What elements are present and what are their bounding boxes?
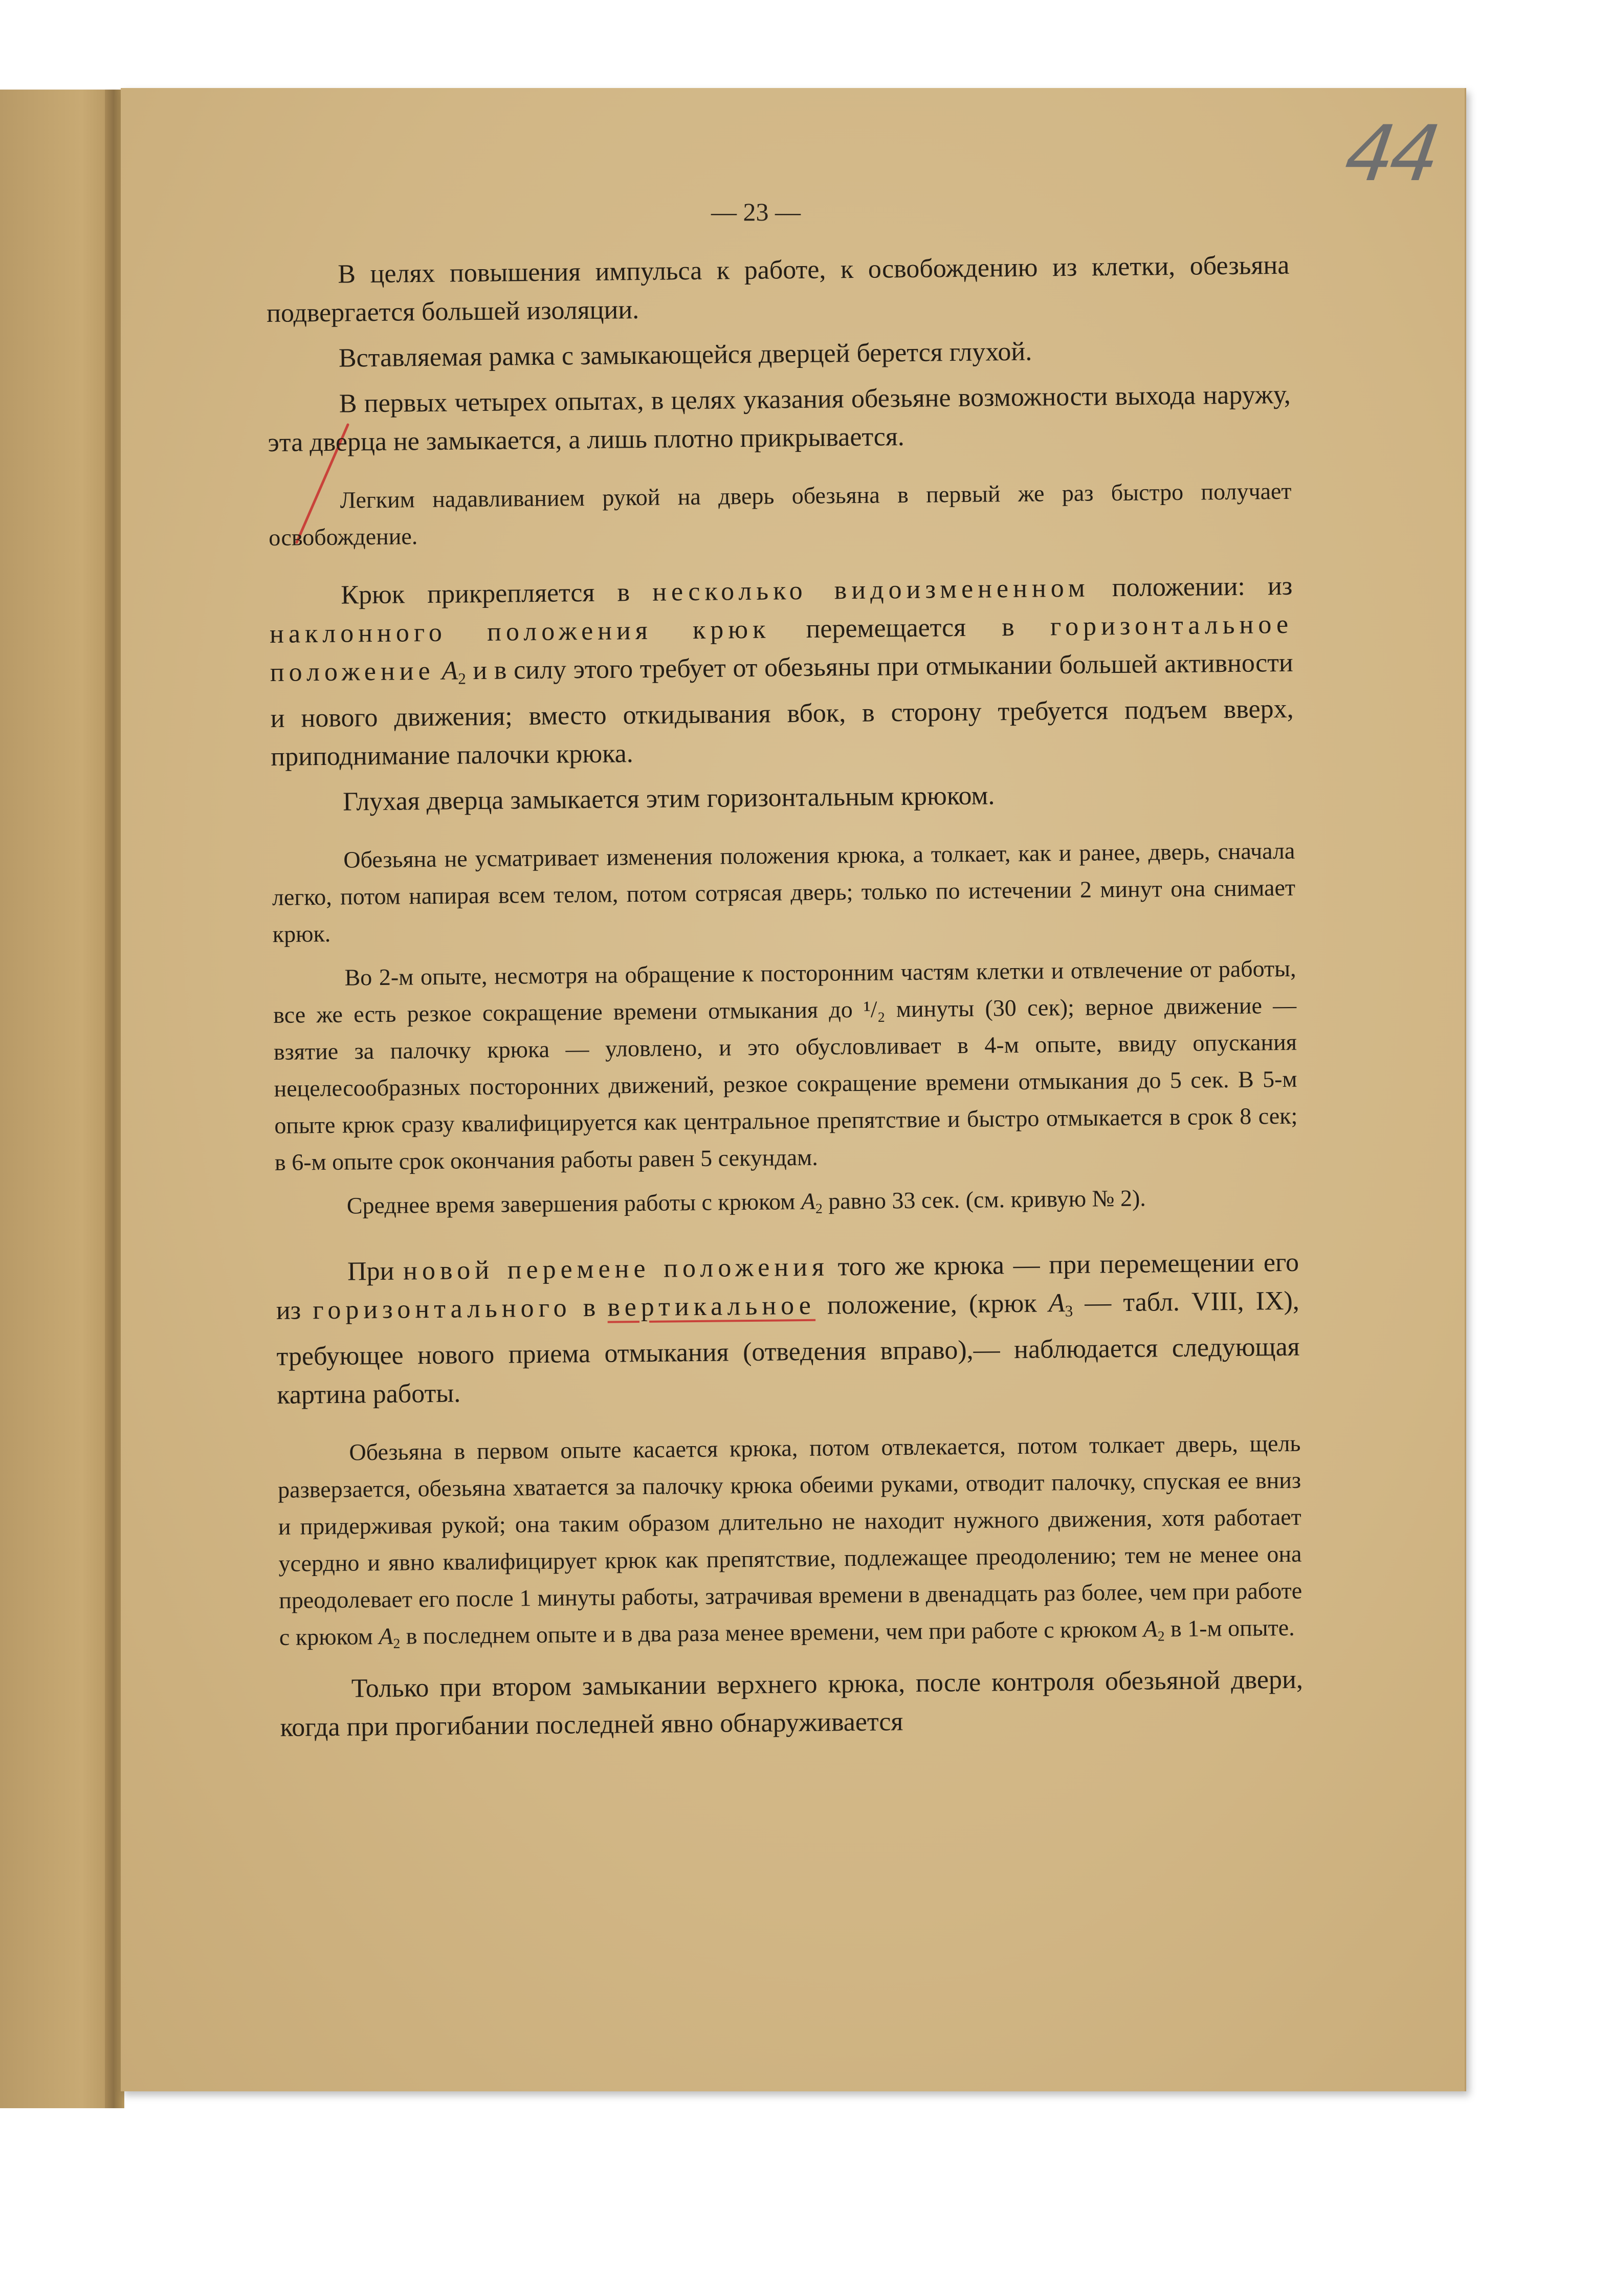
p9-symbol: A <box>801 1188 816 1215</box>
p5-spaced-1: несколько видоизмененном <box>652 573 1090 607</box>
p10-symbol: A <box>1048 1288 1065 1318</box>
paragraph-3: В первых четырех опытах, в целях указания обезьяне возможности выхода наружу, эта дверца не замыкается, а лишь плотно прикрывается. <box>268 380 1291 457</box>
handwritten-folio-number: 44 <box>1339 110 1442 199</box>
paragraph-10 <box>276 1243 1300 1414</box>
p9-after: равно 33 сек. (см. кривую № 2). <box>828 1185 1146 1214</box>
p5-symbol-sub: 2 <box>458 669 467 688</box>
paragraph-8: Во 2-м опыте, несмотря на обращение к посторонним частям клетки и отвлечение от работы, все же есть резкое сокращение времени отмыкания до ¹/₂ минуты (30 сек); верное движение — взятие за палочку крюка — уловлено, и это обусловливает в 4-м опыте, ввиду опускания нецелесообразных посторонних движений, резкое сокращение времени отмыкания до 5 сек. В 5-м опыте крюк сразу квалифицируется как центральное препятствие и быстро отмыкается в срок 8 сек; в 6-м опыте срок окончания работы равен 5 секундам. <box>273 955 1298 1176</box>
paragraph-9 <box>275 1178 1298 1232</box>
paragraph-7: Обезьяна не усматривает изменения положения крюка, а толкает, как и ранее, дверь, сначала легко, потом напирая всем телом, потом сотрясая дверь; только по истечении 2 минут она снимает крюк. <box>272 838 1296 948</box>
p11-symbol-sub: 2 <box>393 1635 401 1651</box>
p5-before: Крюк прикрепляется в <box>341 578 630 610</box>
p10-spaced-3: вертикальное <box>607 1291 816 1322</box>
p11-before: Обезьяна в первом опыте касается крюка, потом отвлекается, потом толкает дверь, щель разверзается, обезьяна хватается за палочку крюка обеими руками, отводит палочку, спуская ее вниз и придерживая рукой; она таким образом длительно не находит нужного движения, хотя работает усердно и явно квалифицирует крюк как препятствие, подлежащее преодолению; тем не менее она преодолевает его после 1 минуты работы, затрачивая времени в двенадцать раз более, чем при работе с крюком <box>277 1430 1302 1650</box>
paragraph-2: Вставляемая рамка с замыкающейся дверцей берется глухой. <box>338 337 1032 373</box>
p10-tail: — табл. VIII, IX), требующее нового приема отмыкания (отведения вправо),— наблюдается следующая картина работы. <box>276 1286 1300 1410</box>
p11-symbol-2-sub: 2 <box>1157 1628 1165 1644</box>
p5-spaced-2: наклонного положения крюк <box>269 615 770 649</box>
p5-spaced-3: горизонтальное положение <box>270 609 1293 687</box>
p11-mid: в последнем опыте и в два раза менее времени, чем при работе с крюком <box>406 1615 1138 1649</box>
page-number: — 23 — <box>711 198 801 226</box>
p11-symbol-2: A <box>1143 1615 1158 1642</box>
p10-symbol-sub: 3 <box>1065 1301 1073 1320</box>
text-block <box>266 246 1304 1754</box>
left-page-edge <box>0 90 118 2108</box>
paragraph-6: Глухая дверца замыкается этим горизонтальным крюком. <box>342 781 995 817</box>
p11-after: в 1-м опыте. <box>1170 1614 1295 1642</box>
p10-spaced-2: горизонтального <box>313 1293 571 1325</box>
p10-spaced-1: новой перемене положения <box>403 1252 829 1286</box>
paragraph-1: В целях повышения импульса к работе, к освобождению из клетки, обезьяна подвергается большей изоляции. <box>266 250 1290 328</box>
paragraph-11 <box>277 1425 1302 1663</box>
p5-mid-2: перемещается в <box>806 612 1015 644</box>
p10-before: При <box>347 1256 394 1286</box>
p11-symbol: A <box>379 1623 393 1649</box>
p10-after: положение, (крюк <box>827 1288 1037 1320</box>
p9-symbol-sub: 2 <box>815 1200 823 1217</box>
p5-symbol: A <box>441 656 458 686</box>
paragraph-5 <box>269 567 1294 777</box>
p9-before: Среднее время завершения работы с крюком <box>346 1188 796 1219</box>
p10-mid-1: того же крюка — при перемещении его из <box>276 1248 1299 1325</box>
paragraph-12: Только при втором замыкании верхнего крюка, после контроля обезьяной двери, когда при прогибании последней явно обнаруживается <box>280 1665 1304 1743</box>
p10-mid-2: в <box>583 1293 596 1322</box>
p5-mid-1: положении: из <box>1112 571 1293 603</box>
p5-after: и в силу этого требует от обезьяны при отмыкании большей активности и нового движения; вместо откидывания вбок, в сторону требуется подъем вверх, приподнимание палочки крюка. <box>270 648 1294 772</box>
paragraph-4: Легким надавливанием рукой на дверь обезьяна в первый же раз быстро получает освобождение. <box>269 477 1292 551</box>
